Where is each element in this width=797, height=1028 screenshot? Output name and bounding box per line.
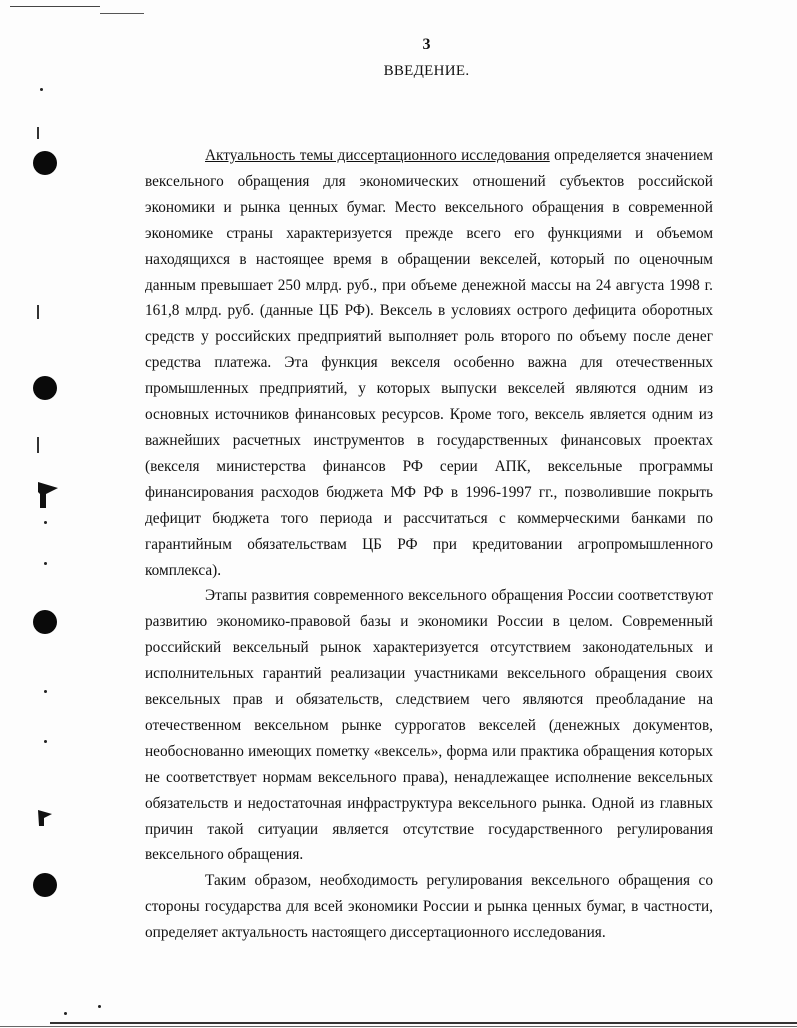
scan-artifact-dot xyxy=(40,88,43,91)
scan-artifact-mark xyxy=(37,127,39,139)
scan-artifact-line xyxy=(100,13,144,14)
paragraph-text: определяется значением вексельного обращения для экономических отношений субъектов российской экономики и рынка ценных бумаг. Место вексельного обращения в современной экономике страны характеризуется прежде всего его функциями и объемом находящихся в настоящее время в обращении векселей, который по оценочным данным превышает 250 млрд. руб., при объеме денежной массы на 24 августа 1998 г. 161,8 млрд. руб. (данные ЦБ РФ). Вексель в условиях острого дефицита оборотных средств у российских предприятий выполняет роль второго по объему после денег средства платежа. Эта функция векселя особенно важна для отечественных промышленных предприятий, у которых выпуски векселей являются одним из основных источников финансовых ресурсов. Кроме того, вексель является одним из важнейших расчетных инструментов в государственных финансовых проектах (векселя министерства финансов РФ серии АПК, вексельные программы финансирования расходов бюджета МФ РФ в 1996-1997 гг., позволившие покрыть дефицит бюджета того периода и рассчитаться с коммерческими банками по гарантийным обязательствам ЦБ РФ при кредитовании агропромышленного комплекса). xyxy=(145,147,713,579)
scan-artifact-line xyxy=(0,1026,797,1027)
scan-artifact-mark xyxy=(36,480,62,510)
binder-hole xyxy=(33,376,57,400)
paragraph-2 xyxy=(145,583,713,868)
scan-artifact-dot xyxy=(44,690,47,693)
binder-hole xyxy=(33,151,57,175)
paragraph-text: Таким образом, необходимость регулирования вексельного обращения со стороны государства для всей экономики России и рынка ценных бумаг, в частности, определяет актуальность настоящего диссертационного исследования. xyxy=(145,872,713,942)
binder-hole xyxy=(33,873,57,897)
paragraph-1 xyxy=(145,143,713,583)
underlined-lead: Актуальность темы диссертационного исследования xyxy=(205,147,550,164)
scan-artifact-dot xyxy=(44,740,47,743)
paragraph-text: Этапы развития современного вексельного обращения России соответствуют развитию экономико-правовой базы и экономики России в целом. Современный российский вексельный рынок характеризуется отсутствием законодательных и исполнительных гарантий реализации участниками вексельного обращения своих вексельных прав и обязательств, следствием чего являются преобладание на отечественном вексельном рынке суррогатов векселей (денежных документов, необоснованно имеющих пометку «вексель», форма или практика обращения которых не соответствует нормам вексельного права), ненадлежащее исполнение вексельных обязательств и недостаточная инфраструктура вексельного рынка. Одной из главных причин такой ситуации является отсутствие государственного регулирования вексельного обращения. xyxy=(145,587,713,864)
section-heading: ВВЕДЕНИЕ. xyxy=(383,63,470,79)
body-text xyxy=(145,143,713,946)
scan-artifact-dot xyxy=(44,521,47,524)
scan-artifact-dot xyxy=(98,1005,101,1008)
page-number: 3 xyxy=(422,36,431,53)
paragraph-3 xyxy=(145,868,713,946)
scan-artifact-line xyxy=(10,6,100,7)
binder-hole xyxy=(33,610,57,634)
scan-artifact-line xyxy=(50,1022,797,1024)
scan-artifact-mark xyxy=(37,437,39,453)
scan-artifact-dot xyxy=(64,1012,67,1015)
scan-artifact-mark xyxy=(37,305,39,319)
scan-artifact-dot xyxy=(44,562,47,565)
scan-artifact-mark xyxy=(36,808,56,828)
